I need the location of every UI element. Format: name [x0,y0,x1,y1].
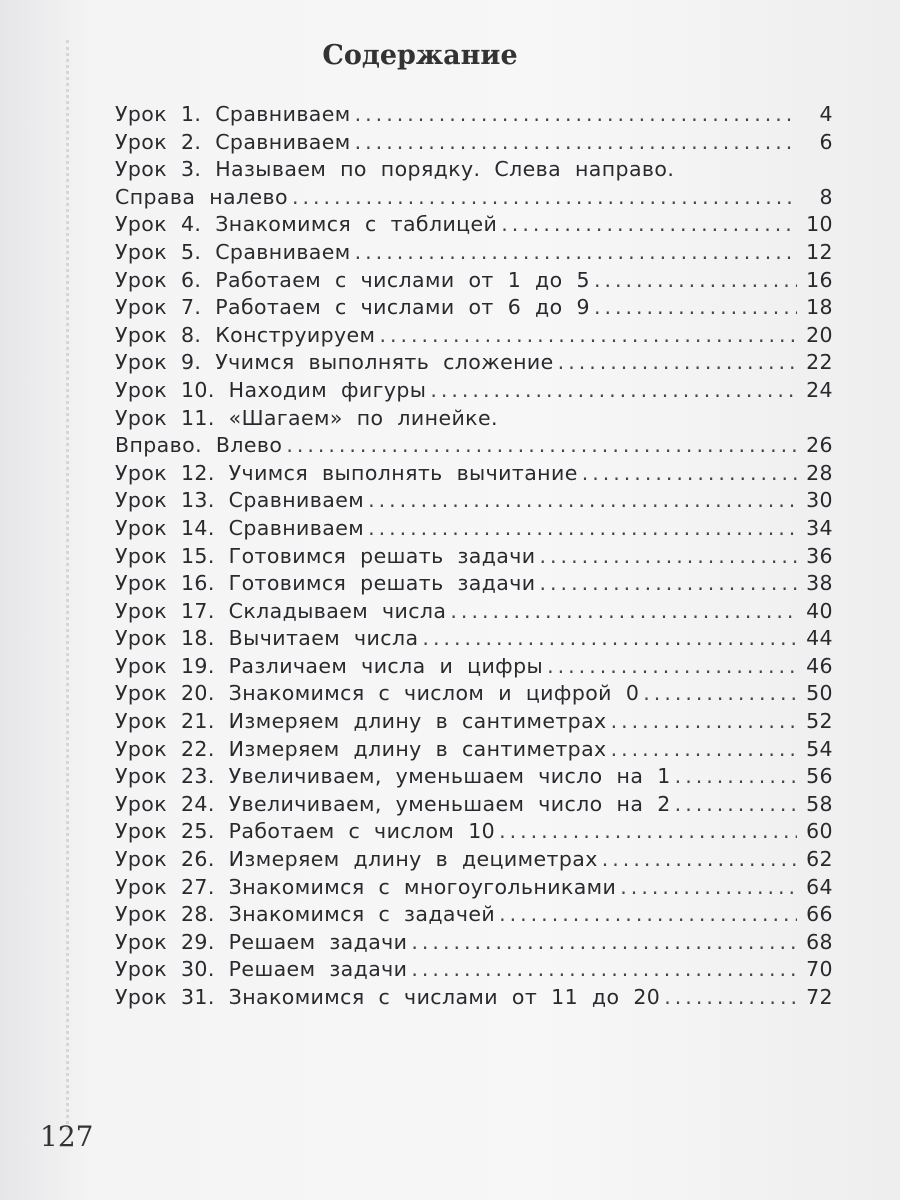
toc-entry [115,599,833,627]
toc-entry-title: Урок 9. Учимся выполнять сложение [115,350,554,375]
toc-entry [115,295,833,323]
toc-entry [115,681,833,709]
toc-entry [115,433,833,461]
toc-entry-page: 22 [806,350,833,375]
toc-entry-page: 6 [819,129,833,154]
dot-leader [558,350,797,374]
dot-leader [582,461,797,485]
dot-leader [286,433,797,457]
dot-leader [540,571,797,595]
toc-entry-page: 70 [806,957,833,982]
table-of-contents [115,102,833,1013]
toc-entry [115,544,833,572]
toc-entry [115,212,833,240]
page-number: 127 [40,1120,94,1153]
dot-leader [499,902,797,926]
dot-leader [430,378,797,402]
toc-entry [115,875,833,903]
toc-entry [115,268,833,296]
toc-entry-title: Урок 8. Конструируем [115,322,376,347]
toc-entry [115,819,833,847]
dot-leader [602,847,797,871]
toc-entry [115,902,833,930]
toc-entry-page: 64 [806,874,833,899]
toc-entry-page: 8 [819,184,833,209]
dot-leader [355,130,797,154]
dot-leader [450,599,797,623]
toc-entry-page: 34 [806,515,833,540]
toc-entry-page: 68 [806,929,833,954]
toc-entry [115,737,833,765]
toc-entry-page: 60 [806,819,833,844]
dot-leader [611,737,797,761]
dot-leader [620,875,797,899]
dot-leader [540,544,797,568]
toc-entry-title: Урок 18. Вычитаем числа [115,626,419,651]
toc-entry-title: Урок 2. Сравниваем [115,129,351,154]
toc-entry-page: 28 [806,460,833,485]
toc-entry-page: 44 [806,626,833,651]
toc-entry-title: Справа налево [115,184,288,209]
dot-leader [547,654,797,678]
toc-entry-title: Урок 30. Решаем задачи [115,957,408,982]
dot-leader [411,930,797,954]
toc-entry-page: 40 [806,598,833,623]
toc-entry-title: Урок 3. Называем по порядку. Слева направо. [115,157,675,182]
toc-entry-page: 16 [806,267,833,292]
toc-entry-page: 54 [806,736,833,761]
toc-entry-title: Урок 20. Знакомимся с числом и цифрой 0 [115,681,640,706]
dot-leader [675,792,797,816]
toc-entry-title: Урок 21. Измеряем длину в сантиметрах [115,709,607,734]
toc-entry-title: Урок 5. Сравниваем [115,239,351,264]
toc-entry-page: 72 [806,985,833,1009]
toc-entry [115,571,833,599]
dot-leader [292,185,797,209]
margin-dotted-line [66,40,69,1130]
toc-entry-title: Урок 6. Работаем с числами от 1 до 5 [115,267,590,292]
toc-entry [115,240,833,268]
dot-leader [355,102,797,126]
toc-entry-page: 4 [819,102,833,126]
toc-entry-title: Урок 12. Учимся выполнять вычитание [115,460,578,485]
toc-entry [115,350,833,378]
toc-entry-title: Урок 17. Складываем числа [115,598,447,623]
toc-entry [115,930,833,958]
toc-entry-page: 62 [806,847,833,872]
toc-entry [115,323,833,351]
toc-entry [115,985,833,1013]
toc-entry-page: 36 [806,543,833,568]
toc-entry-title: Урок 26. Измеряем длину в дециметрах [115,847,598,872]
toc-entry [115,764,833,792]
dot-leader [368,488,797,512]
toc-entry-page: 46 [806,653,833,678]
dot-leader [643,681,797,705]
toc-entry-page: 20 [806,322,833,347]
toc-entry-title: Урок 29. Решаем задачи [115,929,408,954]
toc-entry [115,957,833,985]
toc-entry-title: Урок 16. Готовимся решать задачи [115,571,536,596]
toc-entry [115,654,833,682]
toc-entry [115,516,833,544]
toc-entry-title: Урок 7. Работаем с числами от 6 до 9 [115,295,590,320]
toc-entry-page: 18 [806,295,833,320]
toc-entry-page: 58 [806,791,833,816]
toc-entry-title: Урок 10. Находим фигуры [115,377,427,402]
toc-entry-page: 30 [806,488,833,513]
toc-entry-page: 12 [806,239,833,264]
toc-entry [115,378,833,406]
toc-entry-page: 52 [806,709,833,734]
toc-entry-page: 10 [806,212,833,237]
dot-leader [594,295,797,319]
toc-entry-title: Урок 15. Готовимся решать задачи [115,543,536,568]
toc-entry [115,406,833,434]
dot-leader [355,240,797,264]
toc-entry-title: Урок 13. Сравниваем [115,488,365,513]
toc-entry-page: 24 [806,377,833,402]
toc-entry [115,102,833,130]
dot-leader [499,819,797,843]
toc-entry [115,461,833,489]
dot-leader [379,323,797,347]
toc-entry-page: 38 [806,571,833,596]
toc-entry-title: Урок 22. Измеряем длину в сантиметрах [115,736,607,761]
toc-entry-title: Урок 23. Увеличиваем, уменьшаем число на 1 [115,764,671,789]
toc-entry-page: 26 [806,433,833,458]
toc-entry [115,709,833,737]
dot-leader [411,957,797,981]
toc-entry [115,488,833,516]
dot-leader [664,985,797,1009]
toc-entry [115,847,833,875]
toc-entry [115,626,833,654]
toc-entry-title: Урок 28. Знакомимся с задачей [115,902,496,927]
dot-leader [422,626,797,650]
toc-entry-title: Урок 25. Работаем с числом 10 [115,819,496,844]
toc-entry-title: Урок 14. Сравниваем [115,515,365,540]
toc-entry-title: Урок 1. Сравниваем [115,102,351,126]
toc-entry-title: Урок 11. «Шагаем» по линейке. [115,405,498,430]
toc-entry [115,792,833,820]
toc-entry-page: 50 [806,681,833,706]
toc-entry-title: Урок 4. Знакомимся с таблицей [115,212,498,237]
toc-entry-title: Урок 24. Увеличиваем, уменьшаем число на 2 [115,791,671,816]
toc-entry-page: 56 [806,764,833,789]
dot-leader [594,268,797,292]
toc-entry-title: Вправо. Влево [115,433,283,458]
toc-entry [115,130,833,158]
toc-entry-title: Урок 19. Различаем числа и цифры [115,653,544,678]
toc-entry-title: Урок 31. Знакомимся с числами от 11 до 20 [115,985,661,1009]
toc-entry [115,157,833,185]
dot-leader [501,212,797,236]
dot-leader [611,709,797,733]
toc-entry [115,185,833,213]
dot-leader [675,764,797,788]
dot-leader [368,516,797,540]
toc-entry-title: Урок 27. Знакомимся с многоугольниками [115,874,617,899]
toc-entry-page: 66 [806,902,833,927]
page-title: Содержание [322,40,518,71]
